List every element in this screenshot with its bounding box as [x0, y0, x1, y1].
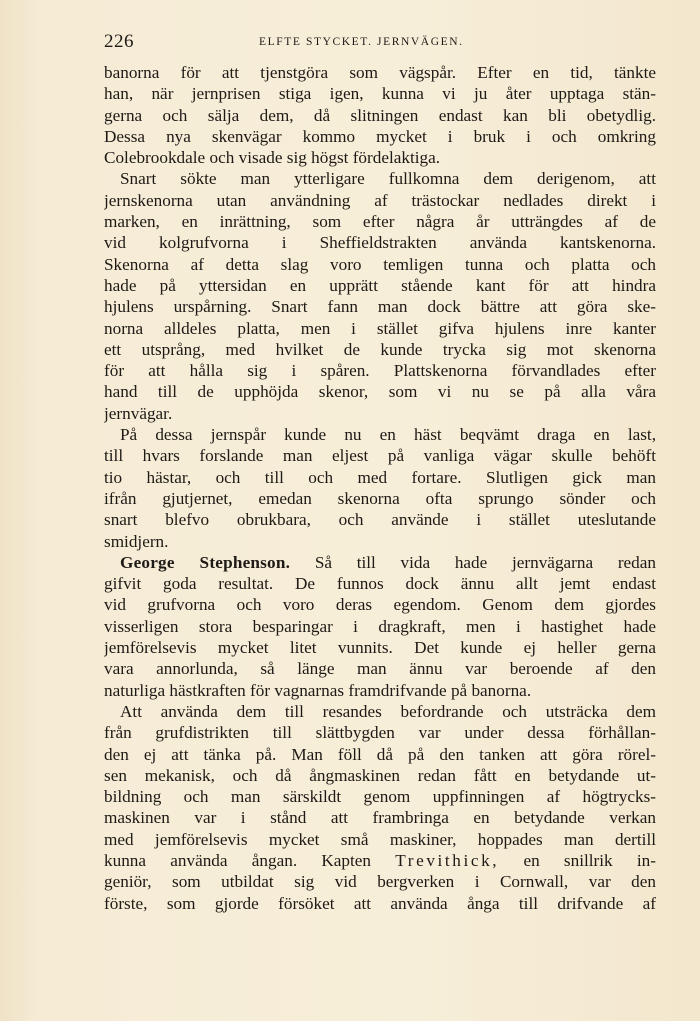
text-line: banorna för att tjenstgöra som vägspår. Efter en tid, tänkte: [104, 63, 656, 82]
text-line: [104, 552, 656, 573]
text-line: Skenorna af detta slag voro temligen tunna och platta och: [104, 254, 656, 274]
text-fragment: en snillrik in-: [499, 850, 656, 870]
running-head: ELFTE STYCKET. JERNVÄGEN.: [259, 36, 464, 48]
text-line: ifrån gjutjernet, emedan skenorna ofta sprungo sönder och: [104, 488, 656, 508]
text-line: På dessa jernspår kunde nu en häst beqvämt draga en last,: [120, 425, 656, 445]
text-line: visserligen stora besparingar i dragkraft, men i hastighet hade: [104, 616, 656, 636]
text-line: från grufdistrikten till slättbygden var under dessa förhållan-: [104, 723, 656, 743]
text-line: jernskenorna utan användning af trästockar nedlades direkt i: [104, 190, 656, 210]
body-text: [104, 62, 656, 914]
text-line: gifvit goda resultat. De funnos dock ännu allt jemt endast: [104, 574, 656, 594]
text-line: med jemförelsevis mycket små maskiner, hoppades man dertill: [104, 829, 656, 849]
text-fragment: kunna använda ångan. Kapten: [104, 850, 372, 870]
text-line: marken, en inrättning, som efter några år utträngdes af de: [104, 212, 656, 232]
text-line: vara annorlunda, så länge man ännu var beroende af den: [104, 659, 656, 679]
text-line: maskinen var i stånd att frambringa en betydande verkan: [104, 808, 656, 828]
section-heading-name: George Stephenson.: [120, 552, 291, 572]
text-line: [104, 850, 656, 871]
text-line: Dessa nya skenvägar kommo mycket i bruk i och omkring: [104, 126, 656, 146]
text-fragment: Så till vida hade jernvägarna redan: [290, 552, 656, 572]
text-line: hand till de upphöjda skenor, som vi nu se på alla våra: [104, 382, 656, 402]
text-line: hade på yttersidan en upprätt stående kant för att hindra: [104, 275, 656, 295]
page-number: 226: [104, 31, 134, 52]
text-line: norna alldeles platta, men i stället gifva hjulens inre kanter: [104, 318, 656, 338]
text-line: snart blefvo obrukbara, och använde i stället uteslutande: [104, 510, 656, 530]
text-line: vid grufvorna och voro deras egendom. Genom dem gjordes: [104, 595, 656, 615]
text-line: till hvars forslande man eljest på vanliga vägar skulle behöft: [104, 446, 656, 466]
text-line: hjulens urspårning. Snart fann man dock bättre att göra ske-: [104, 297, 656, 317]
text-line: gerna och sälja dem, då slitningen endast kan bli obetydlig.: [104, 105, 656, 125]
text-line: för att hålla sig i spåren. Plattskenorna förvandlades efter: [104, 361, 656, 381]
text-line: smidjern.: [104, 531, 169, 551]
text-line: jemförelsevis mycket litet vunnits. Det kunde ej heller gerna: [104, 638, 656, 658]
text-line: tio hästar, och till och med fortare. Slutligen gick man: [104, 467, 656, 487]
text-line: Snart sökte man ytterligare fullkomna dem derigenom, att: [120, 169, 656, 189]
page-header: [104, 31, 656, 53]
text-line: han, när jernprisen stiga igen, kunna vi ju åter upptaga stän-: [104, 84, 656, 104]
text-line: geniör, som utbildat sig vid bergverken i Cornwall, var den: [104, 872, 656, 892]
spaced-name: Trevithick,: [395, 850, 500, 870]
text-line: Att använda dem till resandes befordrande och utsträcka dem: [120, 701, 656, 721]
text-line: Colebrookdale och visade sig högst fördelaktiga.: [104, 148, 441, 168]
text-line: naturliga hästkraften för vagnarnas framdrifvande på banorna.: [104, 680, 532, 700]
text-line: vid kolgrufvorna i Sheffieldstrakten använda kantskenorna.: [104, 233, 656, 253]
text-line: den ej att tänka på. Man föll då på den tanken att göra rörel-: [104, 744, 656, 764]
text-line: förste, som gjorde försöket att använda ånga till drifvande af: [104, 893, 656, 913]
text-line: ett utsprång, med hvilket de kunde trycka sig mot skenorna: [104, 339, 656, 359]
text-line: jernvägar.: [104, 403, 173, 423]
text-line: bildning och man särskildt genom uppfinningen af högtrycks-: [104, 787, 656, 807]
text-line: sen mekanisk, och då ångmaskinen redan fått en betydande ut-: [104, 765, 656, 785]
